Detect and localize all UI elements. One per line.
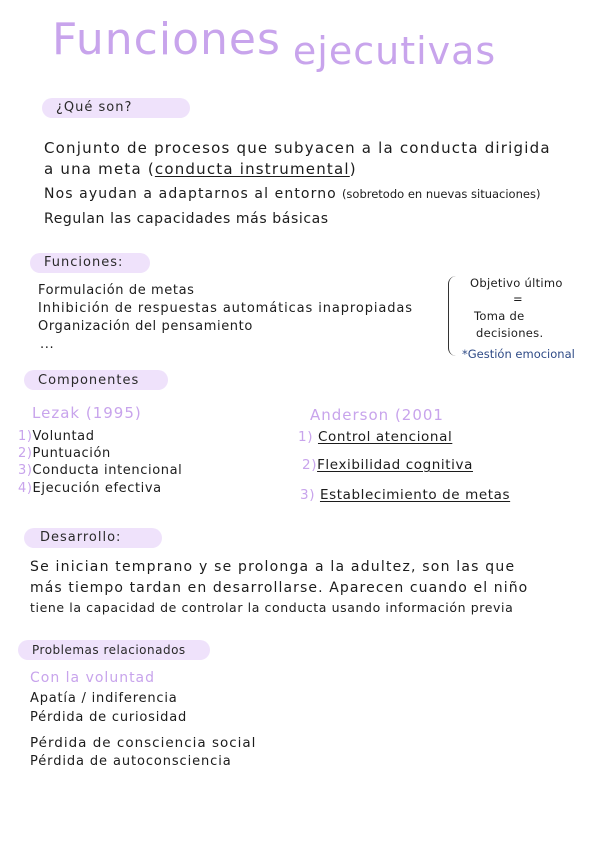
gestion-emocional-note: *Gestión emocional: [462, 347, 575, 361]
anderson-item-1: 1) Control atencional: [298, 429, 453, 445]
funcion-item-2: Inhibición de respuestas automáticas inapropiadas: [38, 301, 413, 316]
problemas-subheading: Con la voluntad: [30, 670, 156, 686]
decisiones: decisiones.: [476, 326, 544, 340]
lezak-item-2: 2)Puntuación: [18, 446, 111, 461]
anderson-author: Anderson (2001: [310, 406, 444, 424]
que-son-line-4: Regulan las capacidades más básicas: [44, 211, 329, 227]
desarrollo-line-2: más tiempo tardan en desarrollarse. Aparecen cuando el niño: [30, 580, 529, 596]
toma-de: Toma de: [474, 309, 525, 323]
problema-item-4: Pérdida de autoconsciencia: [30, 754, 232, 769]
objetivo-ultimo: Objetivo último: [470, 276, 563, 290]
problemas-heading: Problemas relacionados: [32, 643, 186, 657]
anderson-item-2: 2)Flexibilidad cognitiva: [302, 457, 473, 473]
equals-sign: =: [513, 292, 523, 306]
desarrollo-line-1: Se inician temprano y se prolonga a la adultez, son las que: [30, 559, 516, 575]
lezak-author: Lezak (1995): [32, 404, 142, 422]
problema-item-2: Pérdida de curiosidad: [30, 710, 188, 725]
title-word-2: ejecutivas: [292, 29, 497, 73]
problema-item-3: Pérdida de consciencia social: [30, 735, 257, 751]
que-son-line-1: Conjunto de procesos que subyacen a la conducta dirigida: [44, 139, 551, 157]
lezak-item-1: 1)Voluntad: [18, 429, 95, 444]
anderson-item-3: 3) Establecimiento de metas: [300, 487, 511, 503]
que-son-heading: ¿Qué son?: [56, 100, 133, 115]
lezak-item-3: 3)Conducta intencional: [18, 463, 183, 478]
que-son-line-3: Nos ayudan a adaptarnos al entorno (sobretodo en nuevas situaciones): [44, 186, 541, 202]
que-son-line-2: a una meta (conducta instrumental): [44, 160, 357, 178]
desarrollo-line-3: tiene la capacidad de controlar la conducta usando información previa: [30, 600, 514, 615]
componentes-heading: Componentes: [38, 373, 140, 388]
lezak-item-4: 4)Ejecución efectiva: [18, 481, 162, 496]
conducta-instrumental: conducta instrumental: [154, 160, 350, 178]
brace: [448, 276, 461, 356]
problema-item-1: Apatía / indiferencia: [30, 691, 178, 706]
desarrollo-heading: Desarrollo:: [40, 530, 122, 545]
funciones-heading: Funciones:: [44, 255, 124, 270]
funcion-item-4: ...: [40, 337, 55, 352]
title-word-1: Funciones: [52, 14, 281, 65]
funcion-item-1: Formulación de metas: [38, 283, 195, 298]
page-title: [52, 14, 497, 73]
funcion-item-3: Organización del pensamiento: [38, 319, 253, 334]
